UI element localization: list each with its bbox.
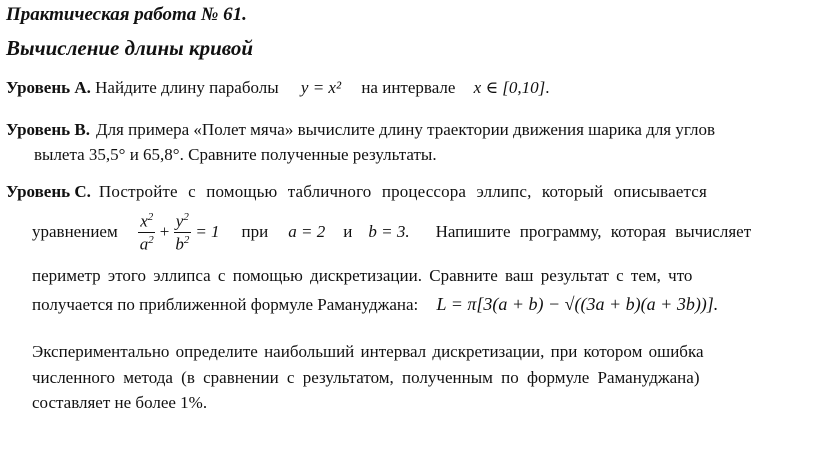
level-c-line4-text: получается по приближенной формуле Рамануджана: [32, 295, 419, 314]
level-b-text1: Для примера «Полет мяча» вычислите длину траектории движения шарика для углов [95, 120, 715, 139]
level-c-w-when: при [241, 222, 269, 241]
level-c-w-and: и [343, 222, 353, 241]
level-a-interval: x ∈ [0,10] [473, 78, 546, 97]
fraction-y-b: $\frac{y^2}{b^2}$ [175, 210, 190, 254]
experiment-line3: составляет не более 1%. [32, 393, 208, 412]
level-a-label: Уровень А. [6, 78, 91, 97]
level-a-text2: на интервале [361, 78, 456, 97]
level-b-line2: вылета 35,5° и 65,8°. Сравните полученные результаты. [34, 145, 437, 164]
level-a-line [6, 78, 550, 98]
level-c-w-equation: уравнением [32, 222, 118, 241]
ramanujan-formula: L = π[3(a + b) − √((3a + b)(a + 3b))]. [436, 294, 719, 314]
level-c-label: Уровень С. [6, 182, 91, 201]
level-c-a-eq: a = 2 [288, 222, 326, 241]
level-b-label: Уровень В. [6, 120, 90, 139]
level-c-line2-end: Напишите программу, которая вычисляет [435, 222, 752, 241]
level-c-line3: периметр этого эллипса с помощью дискретизации. Сравните ваш результат с тем, что [32, 266, 693, 285]
level-c-b-eq: b = 3. [368, 222, 410, 241]
experiment-line2: численного метода (в сравнении с результатом, полученным по формуле Рамануджана) [32, 368, 700, 387]
experiment-line1: Экспериментально определите наибольший интервал дискретизации, при котором ошибка [32, 342, 704, 361]
fraction-x-a: $\frac{x^2}{a^2}$ [139, 210, 154, 254]
level-a-end: . [545, 78, 550, 97]
level-b-line1 [6, 120, 814, 140]
level-c-text1: Постройте с помощью табличного процессора эллипс, который описывается [98, 182, 707, 201]
level-a-formula: y = x² [300, 78, 342, 97]
level-c-line4 [32, 294, 718, 315]
page-subtitle: Вычисление длины кривой [6, 36, 254, 60]
level-a-text1: Найдите длину параболы [95, 78, 279, 97]
page-title: Практическая работа № 61. [6, 4, 247, 25]
level-c-eq-rhs: = 1 [195, 222, 220, 241]
level-c-line1 [6, 182, 814, 202]
level-c-equation-line: уравнением $\frac{x^2}{a^2}$ + $\frac{y^2}{b^2}$ = 1 при a = 2 и b = 3. Напишите программу, которая вычисляет [32, 210, 752, 254]
